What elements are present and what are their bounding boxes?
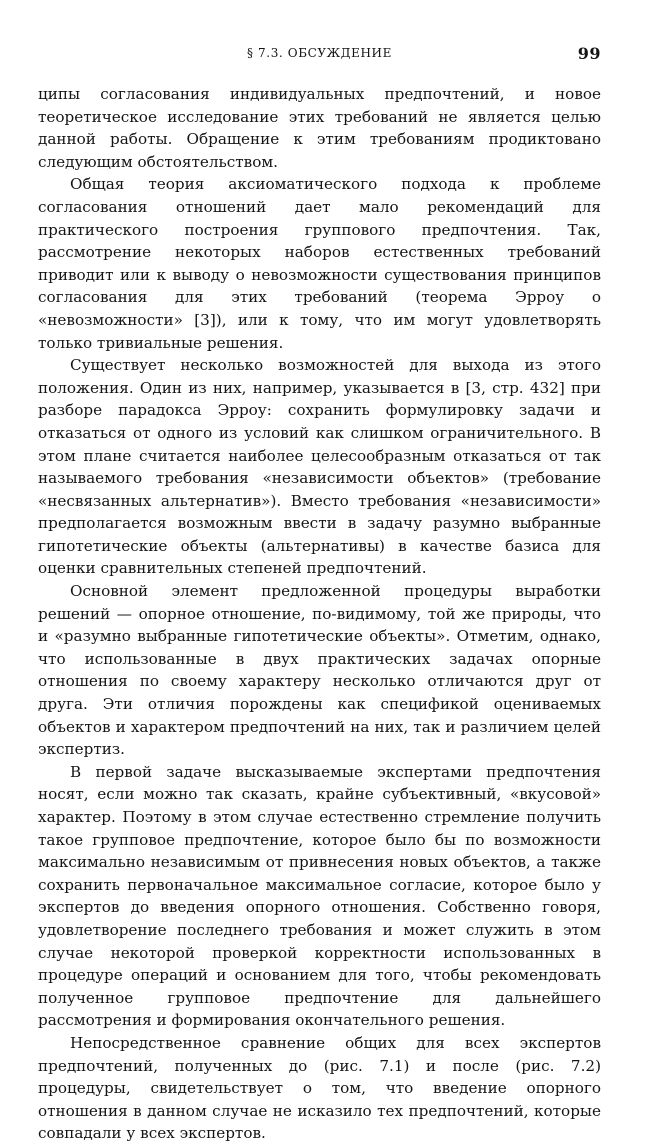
paragraph-continuation: ципы согласования индивидуальных предпочтений, и новое теоретическое исследование этих требований не является целью данной работы. Обращение к этим требованиям продиктовано следующим обстоятельством. [38,85,601,171]
paragraph: Непосредственное сравнение общих для всех экспертов предпочтений, полученных до (рис. 7.1) и после (рис. 7.2) процедуры, свидетельствует о том, что введение опорного отношения в данном случае не исказило тех предпочтений, которые совпадали у всех экспертов. [38,1033,601,1143]
book-page [38,46,601,1145]
paragraph: Общая теория аксиоматического подхода к проблеме согласования отношений дает мало рекомендаций для практического построения группового предпочтения. Так, рассмотрение некоторых наборов естественных требований приводит или к выводу о невозможности существования принципов согласования для этих требований (теорема Эрроу о «невозможности» [3]), или к тому, что им могут удовлетворять только тривиальные решения. [38,175,601,352]
body-text [38,83,601,1145]
paragraph: Существует несколько возможностей для выхода из этого положения. Один из них, например, указывается в [3, стр. 432] при разборе парадокса Эрроу: сохранить формулировку задачи и отказаться от одного из условий как слишком ограничительного. В этом плане считается наиболее целесообразным отказаться от так называемого требования «независимости объектов» (требование «несвязанных альтернатив»). Вместо требования «независимости» предполагается возможным ввести в задачу разумно выбранные гипотетические объекты (альтернативы) в качестве базиса для оценки сравнительных степеней предпочтений. [38,356,601,578]
paragraph: В первой задаче высказываемые экспертами предпочтения носят, если можно так сказать, крайне субъективный, «вкусовой» характер. Поэтому в этом случае естественно стремление получить такое групповое предпочтение, которое было бы по возможности максимально независимым от привнесения новых объектов, а также сохранить первоначальное максимальное согласие, которое было у экспертов до введения опорного отношения. Собственно говоря, удовлетворение последнего требования и может служить в этом случае некоторой проверкой корректности использованных в процедуре операций и основанием для того, чтобы рекомендовать полученное групповое предпочтение для дальнейшего рассмотрения и формирования окончательного решения. [38,762,601,1030]
paragraph: Основной элемент предложенной процедуры выработки решений — опорное отношение, по-видимому, той же природы, что и «разумно выбранные гипотетические объекты». Отметим, однако, что использованные в двух практических задачах опорные отношения по своему характеру несколько отличаются друг от друга. Эти отличия порождены как спецификой оцениваемых объектов и характером предпочтений на них, так и различием целей экспертиз. [38,582,601,759]
running-head: § 7.3. ОБСУЖДЕНИЕ [247,46,392,60]
page-number: 99 [577,44,601,63]
page-header [38,46,601,68]
